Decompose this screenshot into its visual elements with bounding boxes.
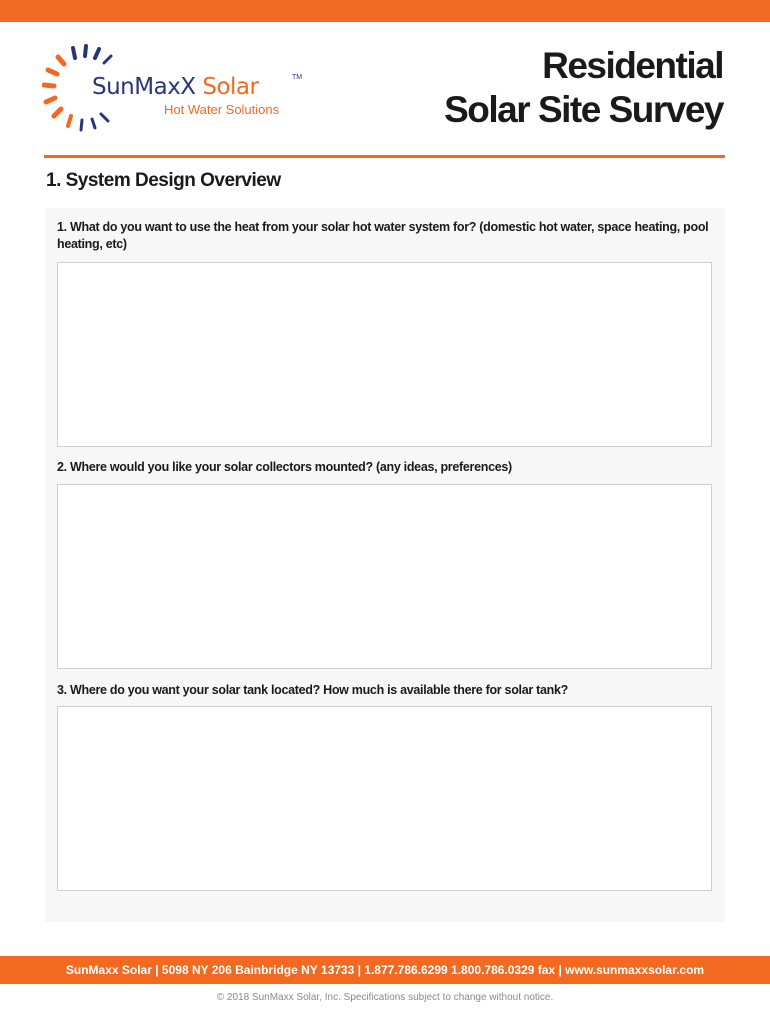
page-title-line2: Solar Site Survey — [444, 89, 723, 130]
brand-tagline: Hot Water Solutions — [164, 102, 280, 117]
brand-name-part1: SunMaxX — [92, 74, 196, 100]
page-title-line1: Residential — [542, 45, 723, 86]
question-3-answer[interactable] — [57, 706, 712, 891]
brand-name — [92, 74, 259, 100]
company-logo — [42, 44, 322, 136]
section-heading: 1. System Design Overview — [46, 170, 281, 191]
question-2-label: 2. Where would you like your solar collectors mounted? (any ideas, preferences) — [57, 460, 512, 474]
top-accent-bar — [0, 0, 770, 22]
question-2-answer[interactable] — [57, 484, 712, 669]
trademark-mark: TM — [292, 74, 303, 81]
footer-copyright: © 2018 SunMaxx Solar, Inc. Specifications subject to change without notice. — [216, 992, 554, 1003]
page-title — [444, 44, 723, 132]
brand-name-part2: Solar — [202, 74, 259, 100]
question-1-answer[interactable] — [57, 262, 712, 447]
question-1-label: 1. What do you want to use the heat from your solar hot water system for? (domestic hot water, space heating, pool heating, etc) — [57, 220, 709, 251]
footer-contact-bar: SunMaxx Solar | 5098 NY 206 Bainbridge NY 13733 | 1.877.786.6299 1.800.786.0329 fax | www.sunmaxxsolar.com — [0, 956, 770, 984]
header-divider — [44, 155, 725, 158]
question-3-label: 3. Where do you want your solar tank located? How much is available there for solar tank? — [57, 683, 568, 697]
